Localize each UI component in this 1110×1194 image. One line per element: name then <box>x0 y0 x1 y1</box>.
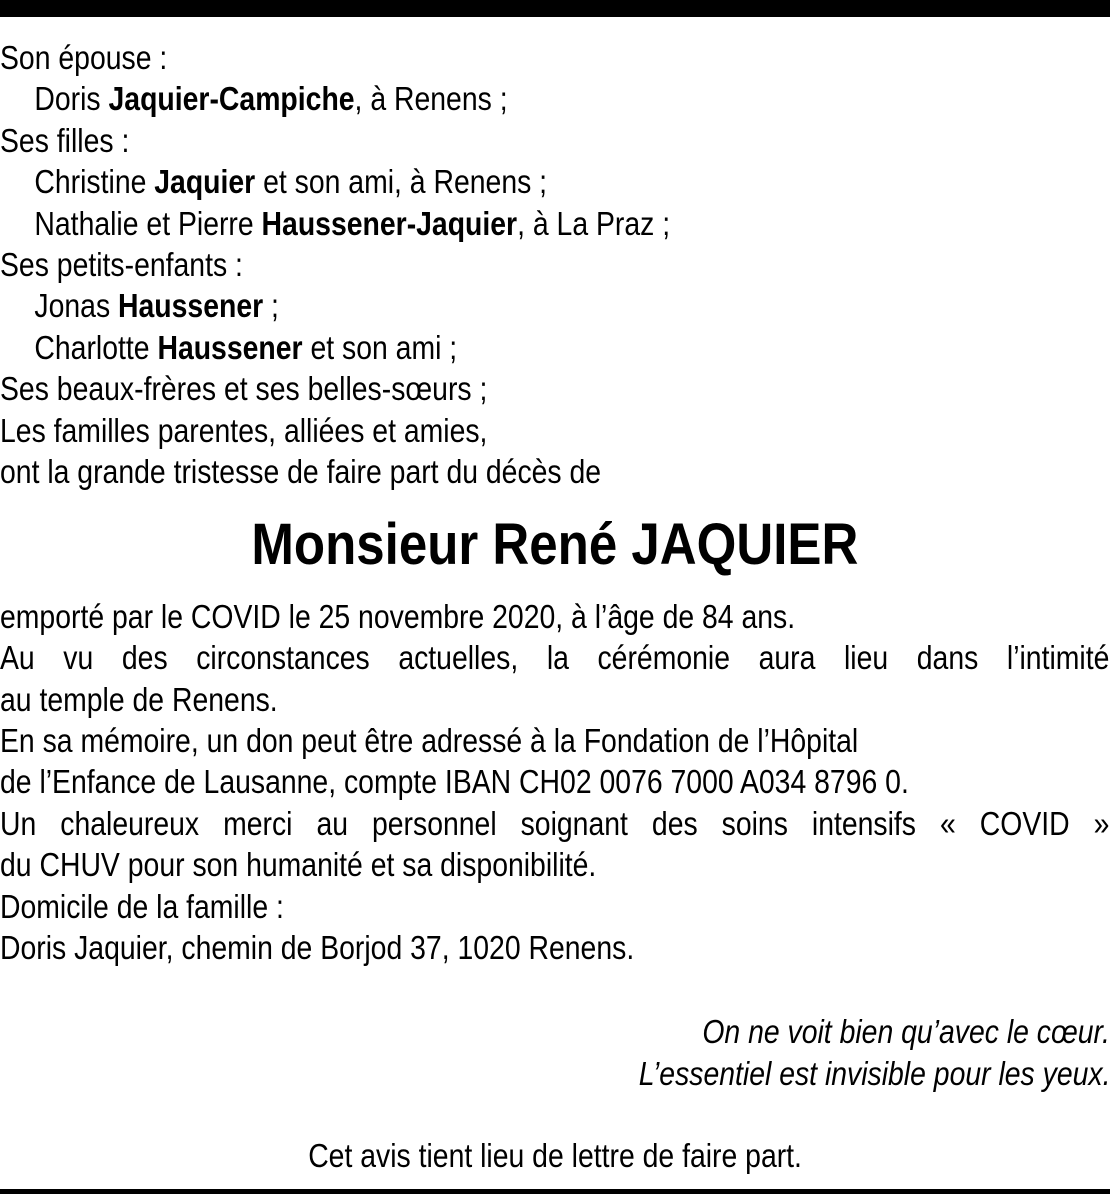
family-line <box>0 451 1109 492</box>
location-text: , à Renens ; <box>354 80 508 118</box>
quote-line <box>0 1053 1110 1095</box>
notice-body <box>0 596 1109 968</box>
given-name: Doris <box>34 80 109 118</box>
family-relatives: Les familles parentes, alliées et amies, <box>0 411 488 449</box>
quote-line <box>0 1011 1110 1053</box>
deceased-name: Monsieur René JAQUIER <box>251 512 859 577</box>
body-line: de l’Enfance de Lausanne, compte IBAN CH02 0076 7000 A034 8796 0. <box>0 763 909 801</box>
body-line: Domicile de la famille : <box>0 887 284 925</box>
family-line <box>0 368 1109 409</box>
family-list <box>0 37 1109 492</box>
given-name: Charlotte <box>34 328 158 366</box>
body-line: Doris Jaquier, chemin de Borjod 37, 1020 Renens. <box>0 928 635 966</box>
body-line: emporté par le COVID le 25 novembre 2020, à l’âge de 84 ans. <box>0 598 796 635</box>
body-line: Au vu des circonstances actuelles, la cérémonie aura lieu dans l’intimité <box>0 639 1110 677</box>
body-line: Un chaleureux merci au personnel soignant des soins intensifs « COVID » <box>0 804 1110 842</box>
top-border-rule <box>0 0 1110 17</box>
family-surname: Haussener <box>118 287 264 325</box>
family-line <box>0 410 1109 451</box>
family-line <box>0 285 1109 326</box>
family-line <box>0 37 1109 78</box>
body-line: du CHUV pour son humanité et sa disponibilité. <box>0 846 597 884</box>
given-name: Christine <box>34 163 155 201</box>
quote-block <box>0 1011 1110 1094</box>
family-heading-daughters: Ses filles : <box>0 121 130 159</box>
family-line <box>0 244 1109 285</box>
family-surname: Jaquier-Campiche <box>108 80 355 118</box>
location-text: , à La Praz ; <box>517 204 671 242</box>
family-surname: Haussener <box>157 328 303 366</box>
closing-text: Cet avis tient lieu de lettre de faire part. <box>308 1137 802 1174</box>
family-line <box>0 161 1109 202</box>
body-line: En sa mémoire, un don peut être adressé à la Fondation de l’Hôpital <box>0 722 859 760</box>
location-text: et son ami, à Renens ; <box>255 163 548 201</box>
family-in-laws: Ses beaux-frères et ses belles-sœurs ; <box>0 370 488 408</box>
family-heading-spouse: Son épouse : <box>0 39 168 76</box>
family-surname: Jaquier <box>154 163 256 201</box>
location-text: et son ami ; <box>302 328 458 366</box>
given-name: Jonas <box>34 287 119 325</box>
bottom-border-rule <box>0 1189 1110 1194</box>
family-heading-grandchildren: Ses petits-enfants : <box>0 245 243 283</box>
quote-text: On ne voit bien qu’avec le cœur. <box>702 1013 1110 1050</box>
given-name: Nathalie et Pierre <box>34 204 262 242</box>
family-line <box>0 203 1109 244</box>
family-surname: Haussener-Jaquier <box>261 204 518 242</box>
location-text: ; <box>263 287 279 325</box>
closing-note <box>0 1135 1110 1176</box>
body-line: au temple de Renens. <box>0 680 278 718</box>
family-line <box>0 120 1109 161</box>
family-line <box>0 327 1109 368</box>
quote-text: L’essentiel est invisible pour les yeux. <box>638 1054 1110 1092</box>
deceased-name-heading <box>0 510 1110 580</box>
family-line <box>0 78 1109 119</box>
announcement-intro: ont la grande tristesse de faire part du décès de <box>0 452 602 490</box>
